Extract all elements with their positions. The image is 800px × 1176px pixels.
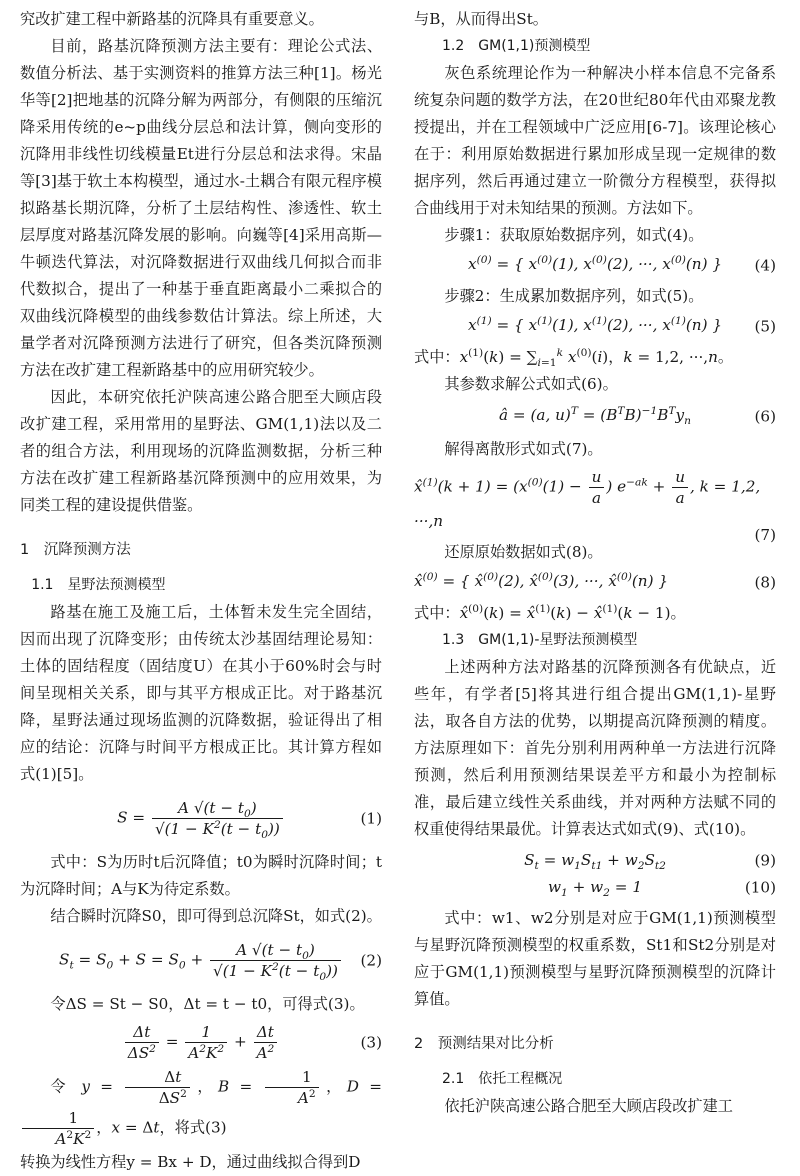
section-1-heading: 1 沉降预测方法 [20,542,131,558]
step2-text: 步骤2：生成累加数据序列，如式(5)。 [444,287,704,305]
section-1-3-heading: 1.3 GM(1,1)-星野法预测模型 [442,632,638,648]
equation-4-number: (4) [754,256,776,275]
hoshino-paragraph: 路基在施工及施工后，土体暂未发生完全固结，因而出现了沉降变形；由传统太沙基固结理论易知：土体的固结程度（固结度U）在其小于60%时会与时间呈现相关关系，即与其平方根成正比。对于路基沉降，星野法通过现场监测的沉降数据，验证得出了相应的结论：沉降与时间平方根成正比。其计算方程如式(1)[5]。 [20,603,382,783]
restore-text: 还原原始数据如式(8)。 [444,543,603,561]
combo-paragraph: 上述两种方法对路基的沉降预测各有优缺点，近些年，有学者[5]将其进行组合提出GM(1,1)-星野法，取各自方法的优势，以期提高沉降预测的精度。方法原理如下：首先分别利用两种单一方法进行沉降预测，然后利用预测结果误差平方和最小为控制标准，最后建立线性关系曲线，并对两种方法赋不同的权重使得结果最优。计算表达式如式(9)、式(10)。 [414,658,776,838]
equation-3: $\frac{\Delta t}{\Delta S^2}$ = $\frac{1}{A^2K^2}$ + $\frac{\Delta t}{A^2}$ (3) [20,1022,382,1063]
right-column [414,6,776,1120]
equation-8: x̂$^{(0)}$ = { x̂$^{(0)}$(2), x̂$^{(0)}$(3), ···, x̂$^{(0)}$(n) } (8) [414,568,776,598]
section-1-2-heading: 1.2 GM(1,1)预测模型 [442,38,591,54]
param-text: 其参数求解公式如式(6)。 [444,375,618,393]
project-paragraph: 因此，本研究依托沪陕高速公路合肥至大顾店段改扩建工程，采用常用的星野法、GM(1,1)法以及二者的组合方法，利用现场的沉降监测数据，分析三种方法在改扩建工程新路基沉降预测中的应用效果，为同类工程的建设提供借鉴。 [20,388,382,514]
section-2-heading: 2 预测结果对比分析 [414,1036,554,1052]
equation-2: $S_t = S_0 + S = S_0$ + $\frac{A √(t - t_0)}{√(1 - K^2(t - t_0))}$ (2) [59,941,382,984]
equation-9-number: (9) [754,851,776,869]
weights-paragraph: 式中：w1、w2分别是对应于GM(1,1)预测模型与星野沉降预测模型的权重系数，St1和St2分别是对应于GM(1,1)预测模型与星野沉降预测模型的沉降计算值。 [414,909,776,1008]
equation-5: $x^{(1)}$ = { $x^{(1)}(1)$, $x^{(1)}(2)$, ···, $x^{(1)}(n)$ } (5) [414,312,776,342]
equation-2-number: (2) [360,951,382,969]
discrete-text: 解得离散形式如式(7)。 [444,440,603,458]
equation-6: â = (a, $u)^T = (B^TB)^{-1}B^Ty_n$ (6) [414,402,776,432]
section-2-1-heading: 2.1 依托工程概况 [442,1071,563,1087]
let2-end-paragraph: 转换为线性方程y = Bx + D，通过曲线拟合得到D [20,1153,361,1171]
equation-10-number: (10) [744,878,776,896]
combine-paragraph: 结合瞬时沉降S0，即可得到总沉降St，如式(2)。 [50,907,382,925]
intro-end-paragraph: 究改扩建工程中新路基的沉降具有重要意义。 [20,10,324,28]
grey-theory-paragraph: 灰色系统理论作为一种解决小样本信息不完备系统复杂问题的数学方法，在20世纪80年代由邓聚龙教授提出，并在工程领域中广泛应用[6-7]。该理论核心在于：利用原始数据进行累加形成呈现一定规律的数据序列，然后再通过建立一阶微分方程模型，获得拟合曲线用于对未知结果的预测。方法如下。 [414,64,776,217]
equation-8-number: (8) [754,573,776,592]
equation-4: $x^{(0)}$ = { $x^{(0)}(1)$, $x^{(0)}(2)$, ···, $x^{(0)}(n)$ } (4) [414,251,776,281]
equation-9: $S_t = w_1S_{t1} + w_2S_{t2}$ (9) [414,847,776,874]
step1-text: 步骤1：获取原始数据序列，如式(4)。 [444,226,704,244]
let-paragraph: 令ΔS = St − S0，Δt = t − t0，可得式(3)。 [50,995,365,1013]
left-column [20,6,382,1176]
equation-10: $w_1 + w_2 = 1$ (10) [414,874,776,901]
equation-5-number: (5) [754,317,776,336]
eq5-where: 式中：$x^{(1)}(k) = \sum_{i=1}^k$ $x^{(0)}(i)$，k = 1,2, ···,n。 [414,345,734,370]
section-1-1-heading: 1.1 星野法预测模型 [31,577,166,593]
equation-1: S = $\frac{A √(t - t_0)}{√(1 - K^2(t - t_0))}$ (1) [117,799,382,842]
let2-paragraph: 令 y = $\frac{\Delta t}{\Delta S^2}$ ，B = $\frac{1}{A^2}$ ，D = $\frac{1}{A^2K^2}$ ，x = Δt，将式(3) [20,1067,382,1149]
equation-7-number: (7) [754,526,776,544]
equation-6-number: (6) [754,407,776,426]
equation-1-number: (1) [360,809,382,827]
eq1-where-paragraph: 式中：S为历时t后沉降值；t0为瞬时沉降时间；t为沉降时间；A与K为待定系数。 [20,853,382,898]
methods-paragraph: 目前，路基沉降预测方法主要有：理论公式法、数值分析法、基于实测资料的推算方法三种[1]。杨光华等[2]把地基的沉降分解为两部分，有侧限的压缩沉降采用传统的e~p曲线分层总和法计算，侧向变形的沉降用非线性切线模量Et进行分层总和法求得。宋晶等[3]基于软土本构模型，通过水-土耦合有限元程序模拟路基长期沉降，分析了土层结构性、渗透性、软土层厚度对路基沉降发展的影响。向巍等[4]采用高斯—牛顿迭代算法，对沉降数据进行双曲线几何拟合而非代数拟合，提出了一种基于垂直距离最小二乘拟合的双曲线沉降模型的曲线参数估计算法。综上所述，大量学者对沉降预测方法进行了研究，但各类沉降预测方法在改扩建工程新路基中的应用研究较少。 [20,37,382,379]
equation-3-number: (3) [360,1033,382,1051]
eq8-where: 式中：x̂$^{(0)}$(k) = x̂$^{(1)}$(k) − x̂$^{(1)}$(k − 1)。 [414,601,686,622]
last-paragraph: 依托沪陕高速公路合肥至大顾店段改扩建工 [444,1097,733,1115]
continuation-paragraph: 与B，从而得出St。 [414,10,548,28]
equation-7: x̂$^{(1)}$(k + $1) = (x^{(0)}(1)$ − $\frac{u}{a}$ ) $e^{-ak}$ + $\frac{u}{a}$ , k = 1,2, ···,n (7) [414,467,776,535]
